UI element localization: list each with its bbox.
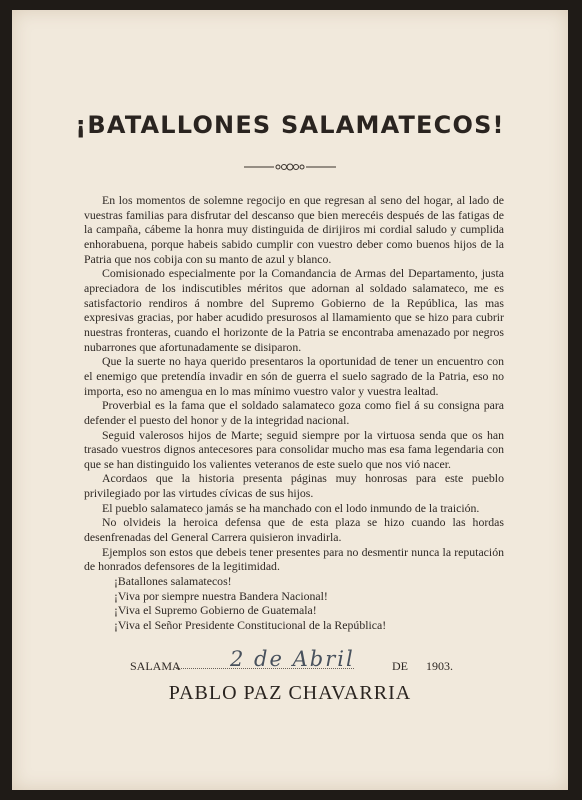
paragraph: Seguid valerosos hijos de Marte; seguid siempre por la virtuosa senda que os han trasado vuestros dignos antecesores para consolidar mucho mas esa fama legendaria con que se han distinguido los valientes veteranos de este suelo que nos vió nacer. (84, 427, 504, 471)
ornament-divider (244, 163, 336, 171)
viva-line: ¡Batallones salamatecos! (114, 574, 232, 589)
paragraph: Que la suerte no haya querido presentaros la oportunidad de tener un encuentro con el enemigo que pretendía invadir en són de guerra el suelo sagrado de la Patria, eso no importa, eso no amengua en lo mas mínimo vuestro valor y vuestra lealtad. (84, 354, 504, 398)
viva-line: ¡Viva por siempre nuestra Bandera Nacional! (114, 588, 328, 603)
proclamation-body (84, 193, 504, 633)
place-name: SALAMA (130, 659, 181, 673)
paragraph: Ejemplos son estos que debeis tener presentes para no desmentir nunca la reputación de honrados defensores de la legitimidad. (84, 544, 504, 574)
viva-line: ¡Viva el Señor Presidente Constitucional de la República! (114, 618, 387, 633)
signature-name: PABLO PAZ CHAVARRIA (168, 682, 412, 704)
year: 1903. (426, 659, 453, 673)
handwritten-date: 2 de Abril (230, 647, 355, 671)
paragraph: Comisionado especialmente por la Comandancia de Armas del Departamento, justa apreciadora de los indiscutibles méritos que adornan al soldado salamateco, me es satisfactorio rendiros á nombre del Supremo Gobierno de la República, las mas expresivas gracias, por haber acudido presurosos al llamamiento que se hizo para cubrir nuestras fronteras, cuando el horizonte de la Patria se encontraba amenazado por negros nubarrones que afortunadamente se disiparon. (84, 266, 504, 354)
document-page (12, 10, 568, 790)
page-title: ¡BATALLONES SALAMATECOS! (75, 111, 505, 139)
viva-line: ¡Viva el Supremo Gobierno de Guatemala! (114, 603, 317, 618)
paragraph: Acordaos que la historia presenta páginas muy honrosas para este pueblo privilegiado por las virtudes cívicas de sus hijos. (84, 471, 504, 501)
paragraph: El pueblo salamateco jamás se ha manchado con el lodo inmundo de la traición. (102, 500, 480, 515)
paragraph: No olvideis la heroica defensa que de esta plaza se hizo cuando las hordas desenfrenadas del General Carrera quisieron invadirla. (84, 515, 504, 545)
paragraph: Proverbial es la fama que el soldado salamateco goza como fiel á su consigna para defender el puesto del honor y de la integridad nacional. (84, 398, 504, 427)
de-label: DE (392, 659, 408, 673)
paragraph: En los momentos de solemne regocijo en que regresan al seno del hogar, al lado de vuestras familias para disfrutar del descanso que bien merecéis después de las fatigas de la campaña, cábeme la honra muy distinguida de dirijiros mi cordial saludo y cumplida enhorabuena, porque habeis sabido cumplir con vuestro deber como buenos hijos de la Patria que nos cobija con su manto de azul y blanco. (84, 193, 504, 266)
place-date-line (130, 647, 460, 675)
